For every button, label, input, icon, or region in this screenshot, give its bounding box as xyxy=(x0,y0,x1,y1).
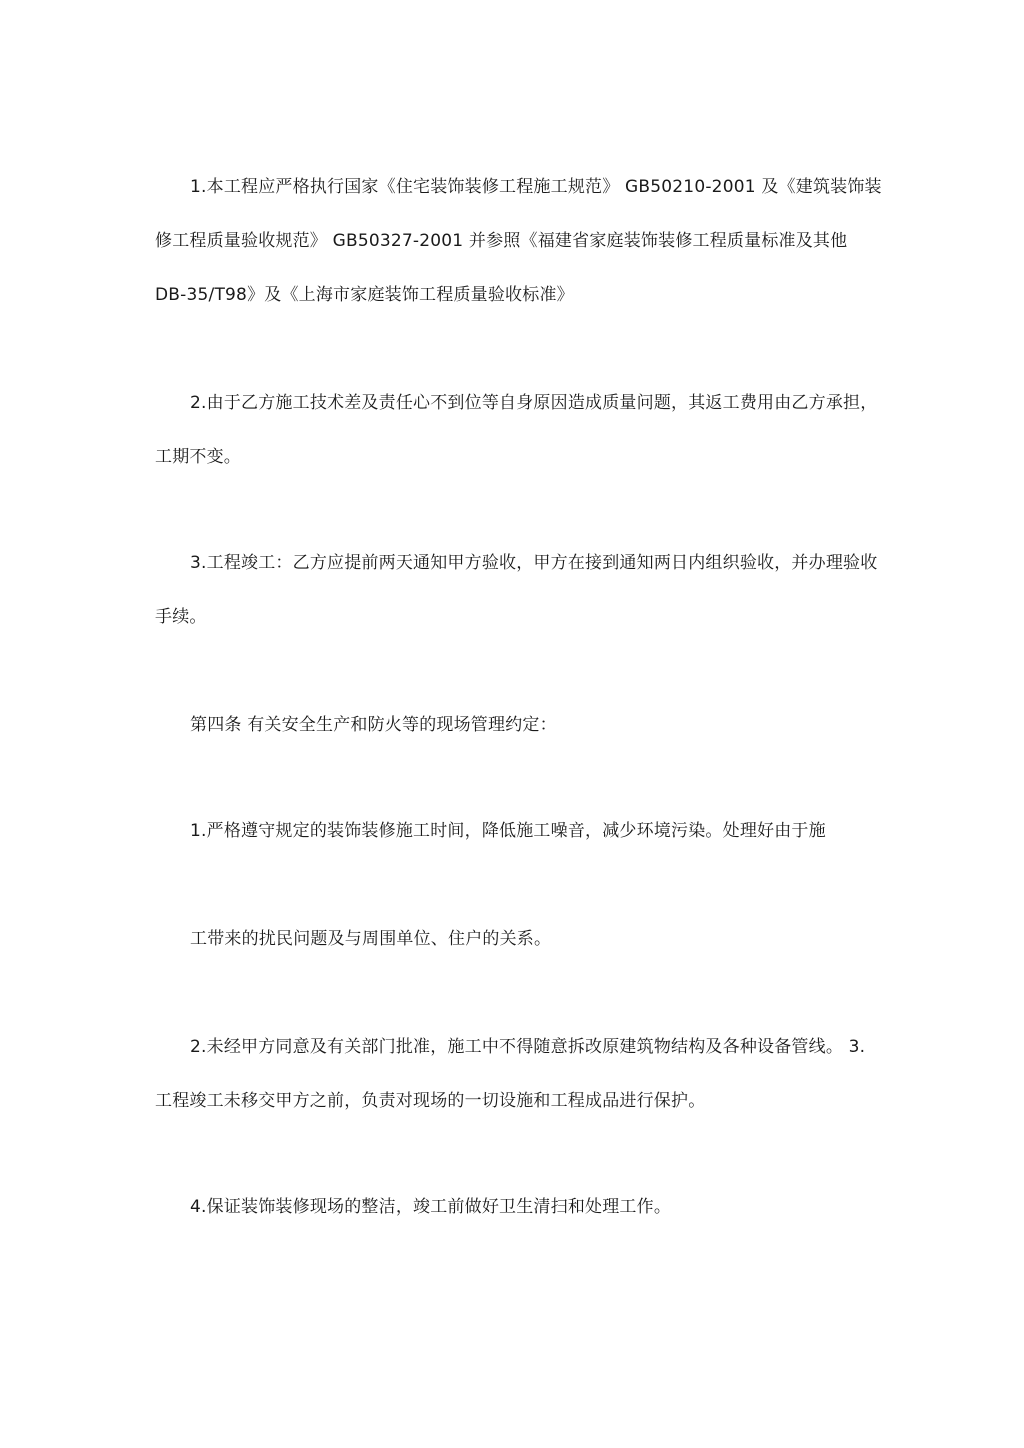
s3-item1-line2: 修工程质量验收规范》 GB50327-2001 并参照《福建省家庭装饰装修工程质量标准及其他 xyxy=(155,231,848,251)
s4-item2-line2: 工程竣工未移交甲方之前，负责对现场的一切设施和工程成品进行保护。 xyxy=(155,1091,706,1111)
s3-item2-line2: 工期不变。 xyxy=(155,447,241,467)
section4-heading: 第四条 有关安全生产和防火等的现场管理约定： xyxy=(190,715,557,735)
s4-item2-line1: 2.未经甲方同意及有关部门批准，施工中不得随意拆改原建筑物结构及各种设备管线。 3. xyxy=(190,1037,866,1057)
s3-item1-line3: DB-35/T98》及《上海市家庭装饰工程质量验收标准》 xyxy=(155,285,574,305)
s3-item1-line1: 1.本工程应严格执行国家《住宅装饰装修工程施工规范》 GB50210-2001 及《建筑装饰装 xyxy=(190,177,882,197)
s3-item3-line2: 手续。 xyxy=(155,607,207,627)
s4-item4-line1: 4.保证装饰装修现场的整洁，竣工前做好卫生清扫和处理工作。 xyxy=(190,1197,672,1217)
s4-item1-line1: 1.严格遵守规定的装饰装修施工时间，降低施工噪音，减少环境污染。处理好由于施 xyxy=(190,821,826,841)
s3-item3-line1: 3.工程竣工：乙方应提前两天通知甲方验收，甲方在接到通知两日内组织验收，并办理验收 xyxy=(190,553,878,573)
s3-item2-line1: 2.由于乙方施工技术差及责任心不到位等自身原因造成质量问题，其返工费用由乙方承担， xyxy=(190,393,878,413)
s4-item1-line2: 工带来的扰民问题及与周围单位、住户的关系。 xyxy=(190,929,552,949)
